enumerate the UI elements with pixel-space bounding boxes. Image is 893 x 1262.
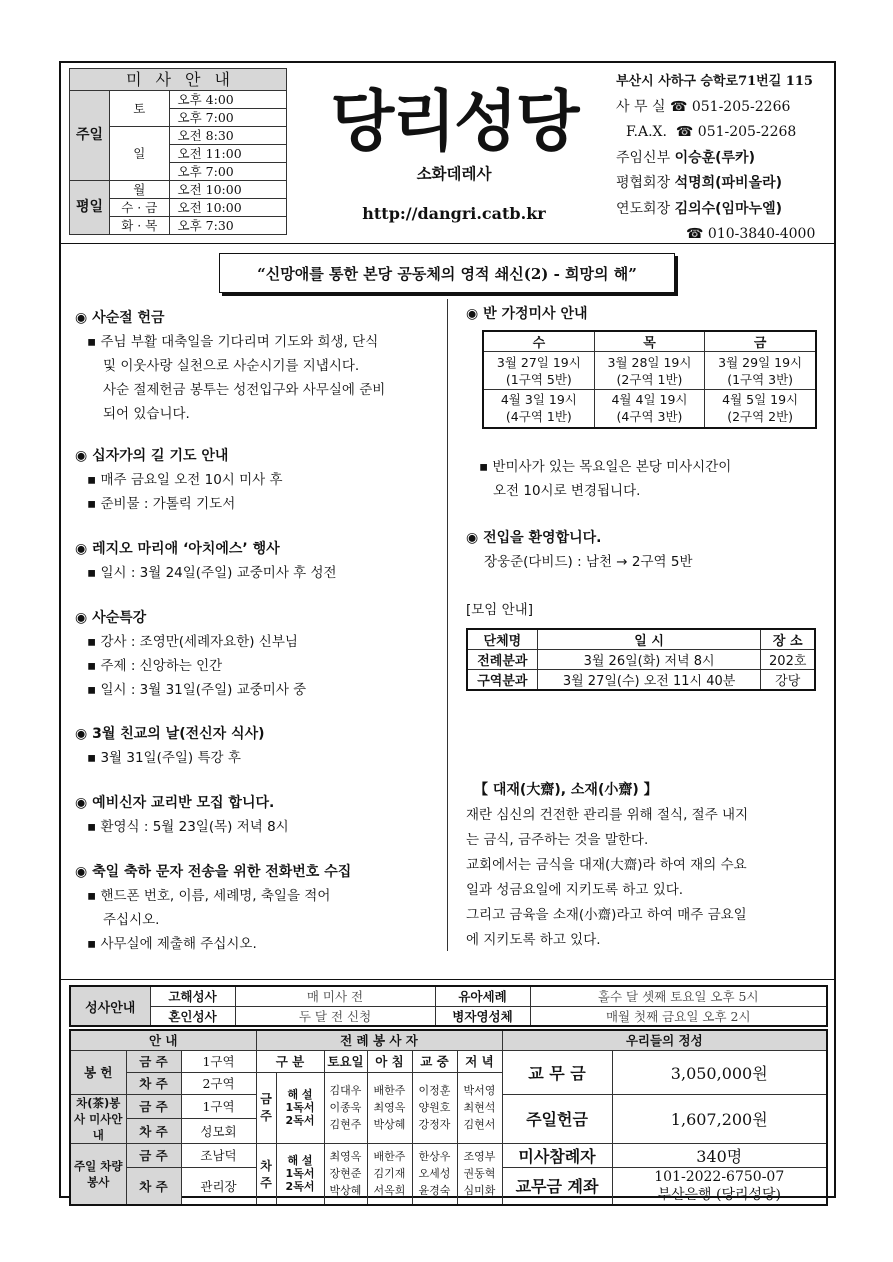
- meet-header: 장 소: [761, 629, 815, 650]
- legio-event-section: [75, 537, 440, 585]
- day-tue-thu: 화 · 목: [110, 217, 170, 235]
- header-divider: [61, 243, 834, 244]
- meet-cell: 전례분과: [467, 650, 537, 670]
- mass-schedule-table: [69, 68, 287, 235]
- servers-header: 전 례 봉 사 자: [256, 1030, 502, 1050]
- section-title: ◉ 십자가의 길 기도 안내: [75, 448, 229, 464]
- section-line: ▪ 주제 : 신앙하는 인간: [87, 658, 223, 674]
- mass-time: 오후 7:00: [169, 109, 286, 127]
- this-week-label: 금 주: [256, 1072, 276, 1143]
- section-line: ▪ 강사 : 조영만(세례자요한) 신부님: [87, 634, 298, 650]
- section-line: ▪ 준비물 : 가톨릭 기도서: [87, 496, 236, 512]
- phone-icon: ☎: [686, 226, 704, 242]
- stations-of-cross-section: [75, 444, 440, 516]
- section-title: 【 대재(大齋), 소재(小齋) 】: [474, 782, 658, 798]
- phone-icon: ☎: [675, 124, 694, 140]
- mass-time: 오후 7:30: [169, 217, 286, 235]
- day-wed-fri: 수 · 금: [110, 199, 170, 217]
- family-mass-note: ▪ 반미사가 있는 목요일은 본당 미사시간이 오전 10시로 변경됩니다.: [479, 459, 732, 499]
- meet-cell: 구역분과: [467, 670, 537, 691]
- meet-cell: 202호: [761, 650, 815, 670]
- sodality-row: 연도회장 김의수(임마누엘): [616, 200, 783, 217]
- day-mon: 월: [110, 181, 170, 199]
- section-line: 및 이웃사랑 실천으로 사순시기를 지냅시다.: [103, 358, 360, 374]
- meet-cell: 3월 26일(화) 저녁 8시: [537, 650, 761, 670]
- guide-header: 안 내: [70, 1030, 256, 1050]
- fam-header: 금: [705, 331, 816, 352]
- footer-divider: [61, 979, 834, 980]
- meet-cell: 강당: [761, 670, 815, 691]
- bottom-table: 안 내 전 례 봉 사 자 우리들의 정성 봉 헌 금 주 1구역 구 분 토요일 아 침 교 중 저 녁 교 무 금 3,050,000원 차 주 2구역 금 주 해 설 1독서 2독서 김대우 이종욱 김현주 배한주 최영옥 박상혜 이정훈 양원호 강정자 박서영 최현석 김현서 차(茶)봉사 미사안내 금 주 1구역 주일헌금 1,607,200원 차 주 성모회 주일 차량봉사 금 주 조남덕 차 주 해 설 1독서 2독서 최영옥 장현준 박상혜 배한주 김기재 서옥희 한상우 오세성 윤경숙 조영부 권동혁 심미화 미사참례자 340명 차 주 관리장 교무금 계좌 101-2022-6750-07 부산은행 (당리성당): [69, 1029, 828, 1206]
- parish-url[interactable]: http://dangri.catb.kr: [362, 204, 546, 223]
- mass-time: 오후 4:00: [169, 91, 286, 109]
- day-sun: 일: [110, 127, 170, 181]
- offering-header: 우리들의 정성: [502, 1030, 827, 1050]
- section-line: ▪ 일시 : 3월 24일(주일) 교중미사 후 성전: [87, 565, 337, 581]
- section-title: ◉ 축일 축하 문자 전송을 위한 전화번호 수집: [75, 864, 352, 880]
- section-line: 장웅준(다비드) : 남천 → 2구역 5반: [484, 554, 693, 570]
- address: 부산시 사하구 승학로71번길 115: [616, 74, 813, 89]
- mass-time: 오후 7:00: [169, 163, 286, 181]
- lent-lecture-section: [75, 606, 440, 702]
- section-line: 주십시오.: [103, 912, 160, 928]
- bulletin-frame: [59, 61, 836, 1203]
- column-divider: [447, 299, 448, 951]
- fellowship-day-section: [75, 722, 440, 770]
- fam-cell: 4월 3일 19시 (4구역 1반): [483, 390, 594, 428]
- section-line: ▪ 주님 부활 대축일을 기다리며 기도와 희생, 단식: [87, 334, 379, 350]
- fam-header: 목: [594, 331, 705, 352]
- section-line: 사순 절제헌금 봉투는 성전입구와 사무실에 준비: [103, 382, 386, 398]
- section-title: ◉ 예비신자 교리반 모집 합니다.: [75, 795, 275, 811]
- office-row: 사 무 실 ☎ 051-205-2266: [616, 98, 791, 115]
- family-mass-title: ◉ 반 가정미사 안내: [466, 306, 588, 322]
- mass-schedule-title: 미사안내: [70, 69, 287, 91]
- section-line: ▪ 사무실에 제출해 주십시오.: [87, 936, 257, 952]
- lent-offering-section: [75, 306, 440, 426]
- fam-cell: 3월 29일 19시 (1구역 3반): [705, 352, 816, 390]
- mass-time: 오전 11:00: [169, 145, 286, 163]
- section-line: ▪ 3월 31일(주일) 특강 후: [87, 750, 241, 766]
- section-line: ▪ 일시 : 3월 31일(주일) 교중미사 중: [87, 682, 307, 698]
- fam-header: 수: [483, 331, 594, 352]
- fasting-section: 【 대재(大齋), 소재(小齋) 】 재란 심신의 건전한 관리를 위해 절식, 절주 내지 는 금식, 금주하는 것을 말한다. 교회에서는 금식을 대재(大齋)라 하여 재의 수요 일과 성금요일에 지키도록 하고 있다. 그리고 금육을 소재(小齋)라고 하여 매주 금요일 에 지키도록 하고 있다.: [466, 778, 826, 953]
- catechumen-section: [75, 791, 440, 839]
- sunday-label: 주일: [70, 91, 110, 181]
- section-title: ◉ 전입을 환영합니다.: [466, 530, 602, 546]
- family-mass-table: [482, 330, 817, 429]
- fax-row: F.A.X. ☎ 051-205-2268: [626, 124, 797, 140]
- section-title: ◉ 3월 친교의 날(전신자 식사): [75, 726, 265, 742]
- meeting-title: [모임 안내]: [466, 602, 533, 618]
- pastor-row: 주임신부 이승훈(루카): [616, 149, 755, 166]
- sodality-phone-row: ☎ 010-3840-4000: [686, 226, 816, 242]
- section-title: ◉ 사순절 헌금: [75, 310, 165, 326]
- phone-icon: ☎: [669, 98, 688, 115]
- day-sat: 토: [110, 91, 170, 127]
- next-week-label: 차 주: [256, 1143, 276, 1205]
- section-line: ▪ 핸드폰 번호, 이름, 세례명, 축일을 적어: [87, 888, 331, 904]
- mass-time: 오전 10:00: [169, 181, 286, 199]
- contact-block: [616, 69, 815, 248]
- meet-header: 단체명: [467, 629, 537, 650]
- welcome-section: [466, 526, 816, 574]
- section-title: ◉ 사순특강: [75, 610, 147, 626]
- meet-cell: 3월 27일(수) 오전 11시 40분: [537, 670, 761, 691]
- meet-header: 일 시: [537, 629, 761, 650]
- feast-message-section: [75, 860, 440, 956]
- account-info: 101-2022-6750-07 부산은행 (당리성당): [612, 1167, 827, 1205]
- sacraments-label: 성사안내: [70, 986, 150, 1026]
- fam-cell: 3월 27일 19시 (1구역 5반): [483, 352, 594, 390]
- mass-time: 오전 10:00: [169, 199, 286, 217]
- account-label: 교무금 계좌: [502, 1167, 612, 1205]
- section-title: ◉ 레지오 마리애 ‘아치에스’ 행사: [75, 541, 280, 557]
- section-line: 되어 있습니다.: [103, 406, 190, 422]
- section-line: ▪ 매주 금요일 오전 10시 미사 후: [87, 472, 283, 488]
- parish-title: 당리성당: [330, 82, 578, 160]
- fam-cell: 4월 5일 19시 (2구역 2반): [705, 390, 816, 428]
- weekday-label: 평일: [70, 181, 110, 235]
- parish-patron: 소화데레사: [416, 165, 492, 183]
- theme-banner: “신망애를 통한 본당 공동체의 영적 쇄신(2) - 희망의 해”: [219, 253, 675, 293]
- mass-time: 오전 8:30: [169, 127, 286, 145]
- section-line: ▪ 환영식 : 5월 23일(목) 저녁 8시: [87, 819, 289, 835]
- council-row: 평협회장 석명희(파비올라): [616, 175, 783, 191]
- fam-cell: 4월 4일 19시 (4구역 3반): [594, 390, 705, 428]
- sacraments-table: 성사안내 고해성사 매 미사 전 유아세례 홀수 달 셋째 토요일 오후 5시 혼인성사 두 달 전 신청 병자영성체 매월 첫째 금요일 오후 2시: [69, 985, 828, 1027]
- fam-cell: 3월 28일 19시 (2구역 1반): [594, 352, 705, 390]
- roles: 해 설 1독서 2독서: [276, 1072, 324, 1143]
- meeting-table: [466, 628, 816, 691]
